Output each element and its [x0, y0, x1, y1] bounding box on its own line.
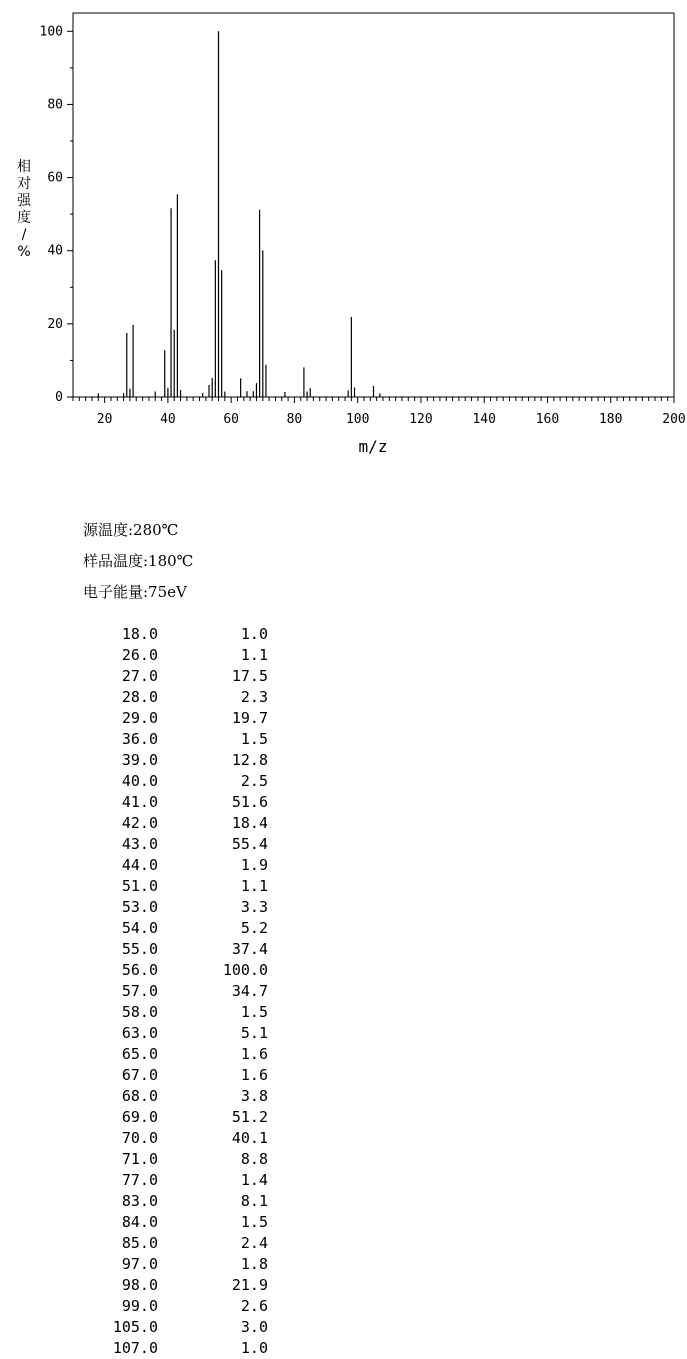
peak-row — [0, 1002, 300, 1023]
peak-row — [0, 855, 300, 876]
peak-row — [0, 1296, 300, 1317]
peak-intensity: 19.7 — [231, 709, 268, 727]
peak-mz: 99.0 — [121, 1297, 158, 1315]
peak-mz: 85.0 — [121, 1234, 158, 1252]
peak-intensity: 5.1 — [240, 1024, 268, 1042]
peak-intensity: 51.6 — [231, 793, 268, 811]
peak-intensity: 2.5 — [240, 772, 268, 790]
peak-intensity: 18.4 — [231, 814, 268, 832]
plot-frame — [73, 13, 674, 397]
peak-intensity: 17.5 — [231, 667, 268, 685]
y-tick-label: 20 — [47, 316, 63, 332]
peak-row — [0, 876, 300, 897]
peak-row — [0, 624, 300, 645]
x-tick-label: 140 — [472, 412, 496, 427]
parameter-line: 源温度:280℃ — [83, 521, 179, 539]
x-tick-label: 120 — [409, 412, 433, 427]
peak-row — [0, 981, 300, 1002]
peak-row — [0, 1044, 300, 1065]
y-axis-label-text: 相对强度/ % — [17, 159, 31, 260]
peak-intensity: 1.5 — [240, 1003, 268, 1021]
x-tick-label: 180 — [598, 412, 623, 427]
peak-row — [0, 813, 300, 834]
peak-intensity: 1.4 — [240, 1171, 268, 1189]
peak-row — [0, 918, 300, 939]
peak-row — [0, 1233, 300, 1254]
spectrum-bars — [98, 31, 380, 397]
peak-row — [0, 1254, 300, 1275]
peak-mz: 43.0 — [121, 835, 158, 853]
peak-intensity: 1.1 — [240, 877, 268, 895]
peak-intensity: 2.4 — [240, 1234, 268, 1252]
peak-intensity: 40.1 — [231, 1129, 268, 1147]
peak-mz: 67.0 — [121, 1066, 158, 1084]
peak-mz: 71.0 — [121, 1150, 158, 1168]
x-tick-label: 200 — [662, 412, 686, 427]
peak-row — [0, 1170, 300, 1191]
peak-intensity: 37.4 — [231, 940, 268, 958]
peak-mz: 63.0 — [121, 1024, 158, 1042]
peak-row — [0, 1149, 300, 1170]
peak-row — [0, 792, 300, 813]
y-tick-label: 100 — [39, 24, 63, 40]
peak-mz: 97.0 — [121, 1255, 158, 1273]
peak-row — [0, 750, 300, 771]
peak-intensity: 1.0 — [240, 625, 268, 643]
peak-intensity: 1.5 — [240, 1213, 268, 1231]
parameter-line: 电子能量:75eV — [83, 583, 187, 601]
peak-row — [0, 1317, 300, 1338]
peak-intensity: 1.5 — [240, 730, 268, 748]
peak-mz: 18.0 — [121, 625, 158, 643]
peak-intensity: 5.2 — [240, 919, 268, 937]
peak-intensity: 34.7 — [231, 982, 268, 1000]
peak-row — [0, 687, 300, 708]
peak-table — [0, 624, 300, 1359]
y-axis-label — [17, 158, 32, 260]
peak-mz: 36.0 — [121, 730, 158, 748]
peak-intensity: 1.9 — [240, 856, 268, 874]
x-tick-label: 60 — [223, 412, 239, 427]
peak-intensity: 12.8 — [231, 751, 268, 769]
peak-mz: 44.0 — [121, 856, 158, 874]
x-tick-label: 80 — [286, 412, 303, 427]
peak-mz: 55.0 — [121, 940, 158, 958]
peak-mz: 105.0 — [112, 1318, 158, 1336]
peak-intensity: 51.2 — [231, 1108, 268, 1126]
peak-row — [0, 729, 300, 750]
peak-row — [0, 939, 300, 960]
peak-intensity: 3.0 — [240, 1318, 268, 1336]
peak-row — [0, 1065, 300, 1086]
peak-mz: 42.0 — [121, 814, 158, 832]
peak-intensity: 100.0 — [222, 961, 268, 979]
x-tick-label: 20 — [96, 412, 113, 427]
peak-intensity: 2.3 — [240, 688, 268, 706]
peak-mz: 84.0 — [121, 1213, 158, 1231]
peak-intensity: 2.6 — [240, 1297, 268, 1315]
peak-intensity: 1.8 — [240, 1255, 268, 1273]
peak-mz: 39.0 — [121, 751, 158, 769]
peak-mz: 98.0 — [121, 1276, 158, 1294]
y-tick-label: 60 — [47, 170, 63, 186]
peak-row — [0, 897, 300, 918]
peak-row — [0, 1128, 300, 1149]
peak-mz: 65.0 — [121, 1045, 158, 1063]
peak-mz: 68.0 — [121, 1087, 158, 1105]
peak-mz: 77.0 — [121, 1171, 158, 1189]
peak-mz: 28.0 — [121, 688, 158, 706]
peak-mz: 54.0 — [121, 919, 158, 937]
peak-row — [0, 1275, 300, 1296]
peak-mz: 41.0 — [121, 793, 158, 811]
peak-mz: 70.0 — [121, 1129, 158, 1147]
peak-intensity: 21.9 — [231, 1276, 268, 1294]
peak-mz: 58.0 — [121, 1003, 158, 1021]
y-tick-label: 80 — [47, 97, 63, 113]
peak-intensity: 8.8 — [240, 1150, 268, 1168]
peak-intensity: 1.1 — [240, 646, 268, 664]
peak-intensity: 1.6 — [240, 1066, 268, 1084]
peak-row — [0, 1107, 300, 1128]
peak-row — [0, 960, 300, 981]
peak-row — [0, 1023, 300, 1044]
mass-spectrum-chart — [0, 0, 687, 470]
peak-mz: 57.0 — [121, 982, 158, 1000]
peak-intensity: 3.8 — [240, 1087, 268, 1105]
x-tick-label: 160 — [535, 412, 560, 427]
peak-row — [0, 1086, 300, 1107]
peak-mz: 26.0 — [121, 646, 158, 664]
x-tick-label: 100 — [345, 412, 370, 427]
y-tick-label: 0 — [55, 390, 63, 405]
peak-row — [0, 1191, 300, 1212]
peak-row — [0, 834, 300, 855]
peak-row — [0, 645, 300, 666]
peak-intensity: 8.1 — [240, 1192, 268, 1210]
peak-mz: 29.0 — [121, 709, 158, 727]
peak-row — [0, 666, 300, 687]
peak-intensity: 55.4 — [231, 835, 268, 853]
peak-mz: 69.0 — [121, 1108, 158, 1126]
x-axis — [73, 397, 686, 427]
y-axis — [40, 24, 73, 405]
peak-row — [0, 1338, 300, 1359]
peak-intensity: 1.0 — [240, 1339, 268, 1357]
peak-row — [0, 771, 300, 792]
parameter-line: 样品温度:180℃ — [83, 552, 194, 570]
peak-mz: 27.0 — [121, 667, 158, 685]
peak-mz: 83.0 — [121, 1192, 158, 1210]
x-tick-label: 40 — [160, 412, 176, 427]
peak-row — [0, 708, 300, 729]
y-tick-label: 40 — [47, 243, 63, 259]
peak-mz: 40.0 — [121, 772, 158, 790]
peak-mz: 51.0 — [121, 877, 158, 895]
peak-intensity: 3.3 — [240, 898, 268, 916]
acquisition-parameters — [83, 518, 193, 611]
peak-mz: 56.0 — [121, 961, 158, 979]
peak-mz: 53.0 — [121, 898, 158, 916]
peak-row — [0, 1212, 300, 1233]
peak-intensity: 1.6 — [240, 1045, 268, 1063]
x-axis-label: m/z — [358, 437, 388, 456]
peak-mz: 107.0 — [112, 1339, 158, 1357]
